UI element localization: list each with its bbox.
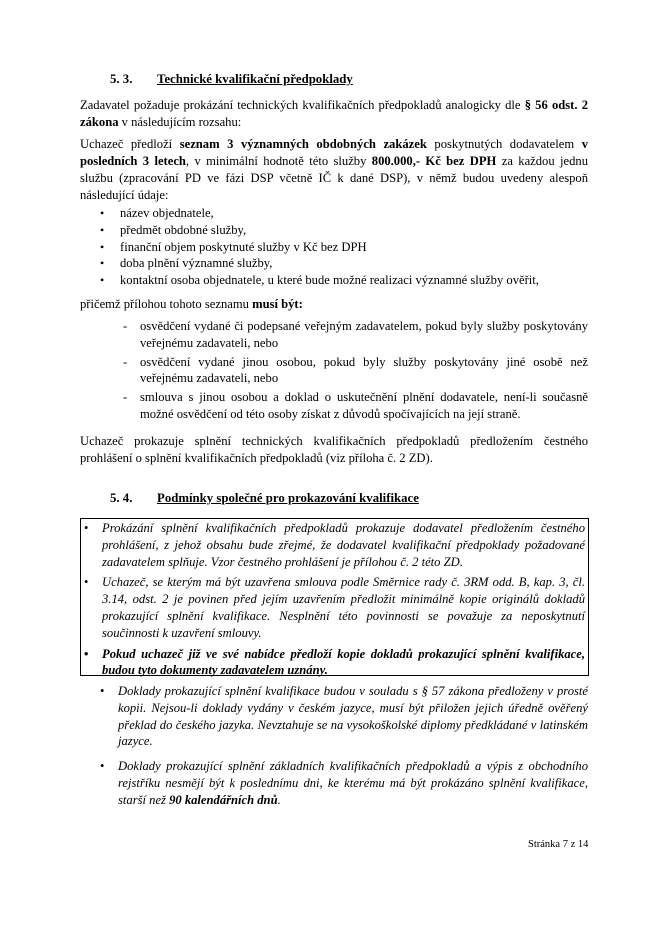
section-number: 5. 3. <box>110 72 133 86</box>
text: Uchazeč předloží <box>80 137 180 151</box>
list-item: • Pokud uchazeč již ve své nabídce předloží kopie dokladů prokazující splnění kvalifikace, budou tyto dokumenty zadavatelem uznány. <box>82 646 585 680</box>
list-item: - osvědčení vydané či podepsané veřejným zadavatelem, pokud byly služby poskytovány veřejnému zadavateli, nebo <box>123 318 588 352</box>
boxed-conditions-list <box>82 520 585 679</box>
requirements-paragraph <box>80 136 588 204</box>
text: přičemž přílohou tohoto seznamu <box>80 297 253 311</box>
list-item: - smlouva s jinou osobou a doklad o uskutečnění plnění dodavatele, není-li současně možné osvědčení od této osoby získat z důvodů spočívajících na její straně. <box>123 389 588 423</box>
list-item: • doba plnění významné služby, <box>100 255 590 272</box>
other-conditions-list <box>98 683 588 809</box>
list-item: - osvědčení vydané jinou osobou, pokud byly služby poskytovány jiné osobě než veřejnému zadavateli, nebo <box>123 354 588 388</box>
text: Doklady prokazující splnění základních kvalifikačních předpokladů a výpis z obchodního rejstříku nesmějí být k poslednímu dni, ke kterému má být prokázáno splnění kvalifikace, starší než <box>118 759 588 807</box>
section-number: 5. 4. <box>110 491 133 505</box>
text: poskytnutých dodavatelem <box>426 137 582 151</box>
text: . <box>277 792 281 807</box>
section-title: Technické kvalifikační předpoklady <box>157 72 353 86</box>
list-item: • finanční objem poskytnuté služby v Kč bez DPH <box>100 239 590 256</box>
attachment-paragraph <box>80 296 588 313</box>
section-title: Podmínky společné pro prokazování kvalifikace <box>157 491 419 505</box>
bold-text: seznam 3 významných obdobných zakázek <box>179 137 427 151</box>
list-item <box>98 758 588 808</box>
bold-text: 800.000,- Kč bez DPH <box>371 154 497 168</box>
intro-text: Zadavatel požaduje prokázání technických kvalifikačních předpokladů analogicky dle <box>80 98 525 112</box>
list-item: • Uchazeč, se kterým má být uzavřena smlouva podle Směrnice rady č. 3RM odd. B, kap. 3, čl. 3.14, odst. 2 je povinen před jejím uzavřením předložit minimálně kopie originálů dokladů prokazující splnění kvalifikace. Nesplnění této povinnosti se považuje za neposkytnutí součinnosti k uzavření smlouvy. <box>82 574 585 641</box>
list-item: • Prokázání splnění kvalifikačních předpokladů prokazuje dodavatel předložením čestného prohlášení, z jehož obsahu bude zřejmé, že dodavatel kvalifikační předpoklady požadované zadavatelem splňuje. Vzor čestného prohlášení je přílohou č. 2 této ZD. <box>82 520 585 570</box>
list-item: • Doklady prokazující splnění kvalifikace budou v souladu s § 57 zákona předloženy v prosté kopii. Nejsou-li doklady vydány v českém jazyce, musí být přiložen jejich úředně ověřený překlad do českého jazyka. Nevztahuje se na vysokoškolské diplomy předkládané v latinském jazyce. <box>98 683 588 750</box>
intro-paragraph <box>80 97 588 131</box>
list-item: • předmět obdobné služby, <box>100 222 590 239</box>
list-item: • název objednatele, <box>100 205 590 222</box>
list-item: • kontaktní osoba objednatele, u které bude možné realizaci významné služby ověřit, <box>100 272 590 289</box>
attachment-list <box>123 318 588 425</box>
section-heading-5-3 <box>110 72 510 90</box>
section-heading-5-4 <box>110 491 530 509</box>
page-number: Stránka 7 z 14 <box>528 839 589 850</box>
bold-text: musí být: <box>252 297 303 311</box>
intro-text-end: v následujícím rozsahu: <box>118 115 242 129</box>
required-data-list <box>100 205 590 289</box>
bold-text: 90 kalendářních dnů <box>169 792 278 807</box>
text: , v minimální hodnotě této služby <box>185 154 372 168</box>
text: za každou jednu službu (zpracování PD ve fázi DSP včetně IČ k dané DSP), v němž budou uvedeny alespoň následující údaje: <box>80 154 589 202</box>
intro-bold: § 56 odst. 2 zákona <box>80 98 588 129</box>
bold-text: v posledních 3 letech <box>80 137 588 168</box>
closing-paragraph: Uchazeč prokazuje splnění technických kvalifikačních předpokladů předložením čestného prohlášení o splnění kvalifikačních předpokladů (viz příloha č. 2 ZD). <box>80 434 588 465</box>
